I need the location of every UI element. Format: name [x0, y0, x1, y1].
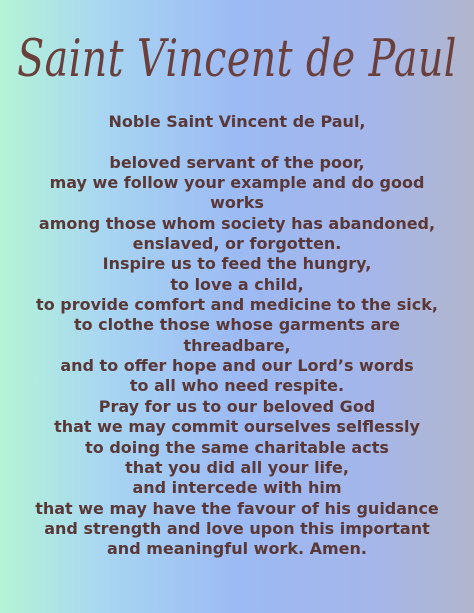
prayer-line: and intercede with him [132, 478, 342, 498]
prayer-line: and to offer hope and our Lord’s words [60, 356, 414, 376]
prayer-line: to all who need respite. [129, 376, 345, 396]
salutation-line: Noble Saint Vincent de Paul, [108, 112, 366, 131]
prayer-line: that we may have the favour of his guidance [35, 498, 439, 518]
prayer-line: to provide comfort and medicine to the sick, [36, 295, 438, 315]
prayer-line: enslaved, or forgotten. [132, 234, 342, 254]
prayer-line: that we may commit ourselves selflessly [54, 417, 420, 437]
prayer-line: to clothe those whose garments are [73, 315, 401, 335]
prayer-line: Pray for us to our beloved God [98, 396, 376, 416]
prayer-line: to love a child, [170, 274, 304, 294]
card-title: Saint Vincent de Paul [17, 27, 457, 89]
prayer-line: Inspire us to feed the hungry, [102, 254, 372, 274]
prayer-line: that you did all your life, [125, 457, 349, 477]
prayer-line: may we follow your example and do good [49, 173, 425, 193]
prayer-line: and strength and love upon this important [44, 518, 430, 538]
prayer-line: among those whom society has abandoned, [38, 213, 436, 233]
prayer-line: to doing the same charitable acts [85, 437, 389, 457]
prayer-line: beloved servant of the poor, [109, 152, 365, 172]
prayer-line: threadbare, [183, 335, 291, 355]
prayer-line: and meaningful work. Amen. [107, 539, 367, 559]
prayer-line: works [210, 193, 264, 213]
stanza-gap [0, 132, 474, 152]
prayer-text [0, 112, 474, 560]
